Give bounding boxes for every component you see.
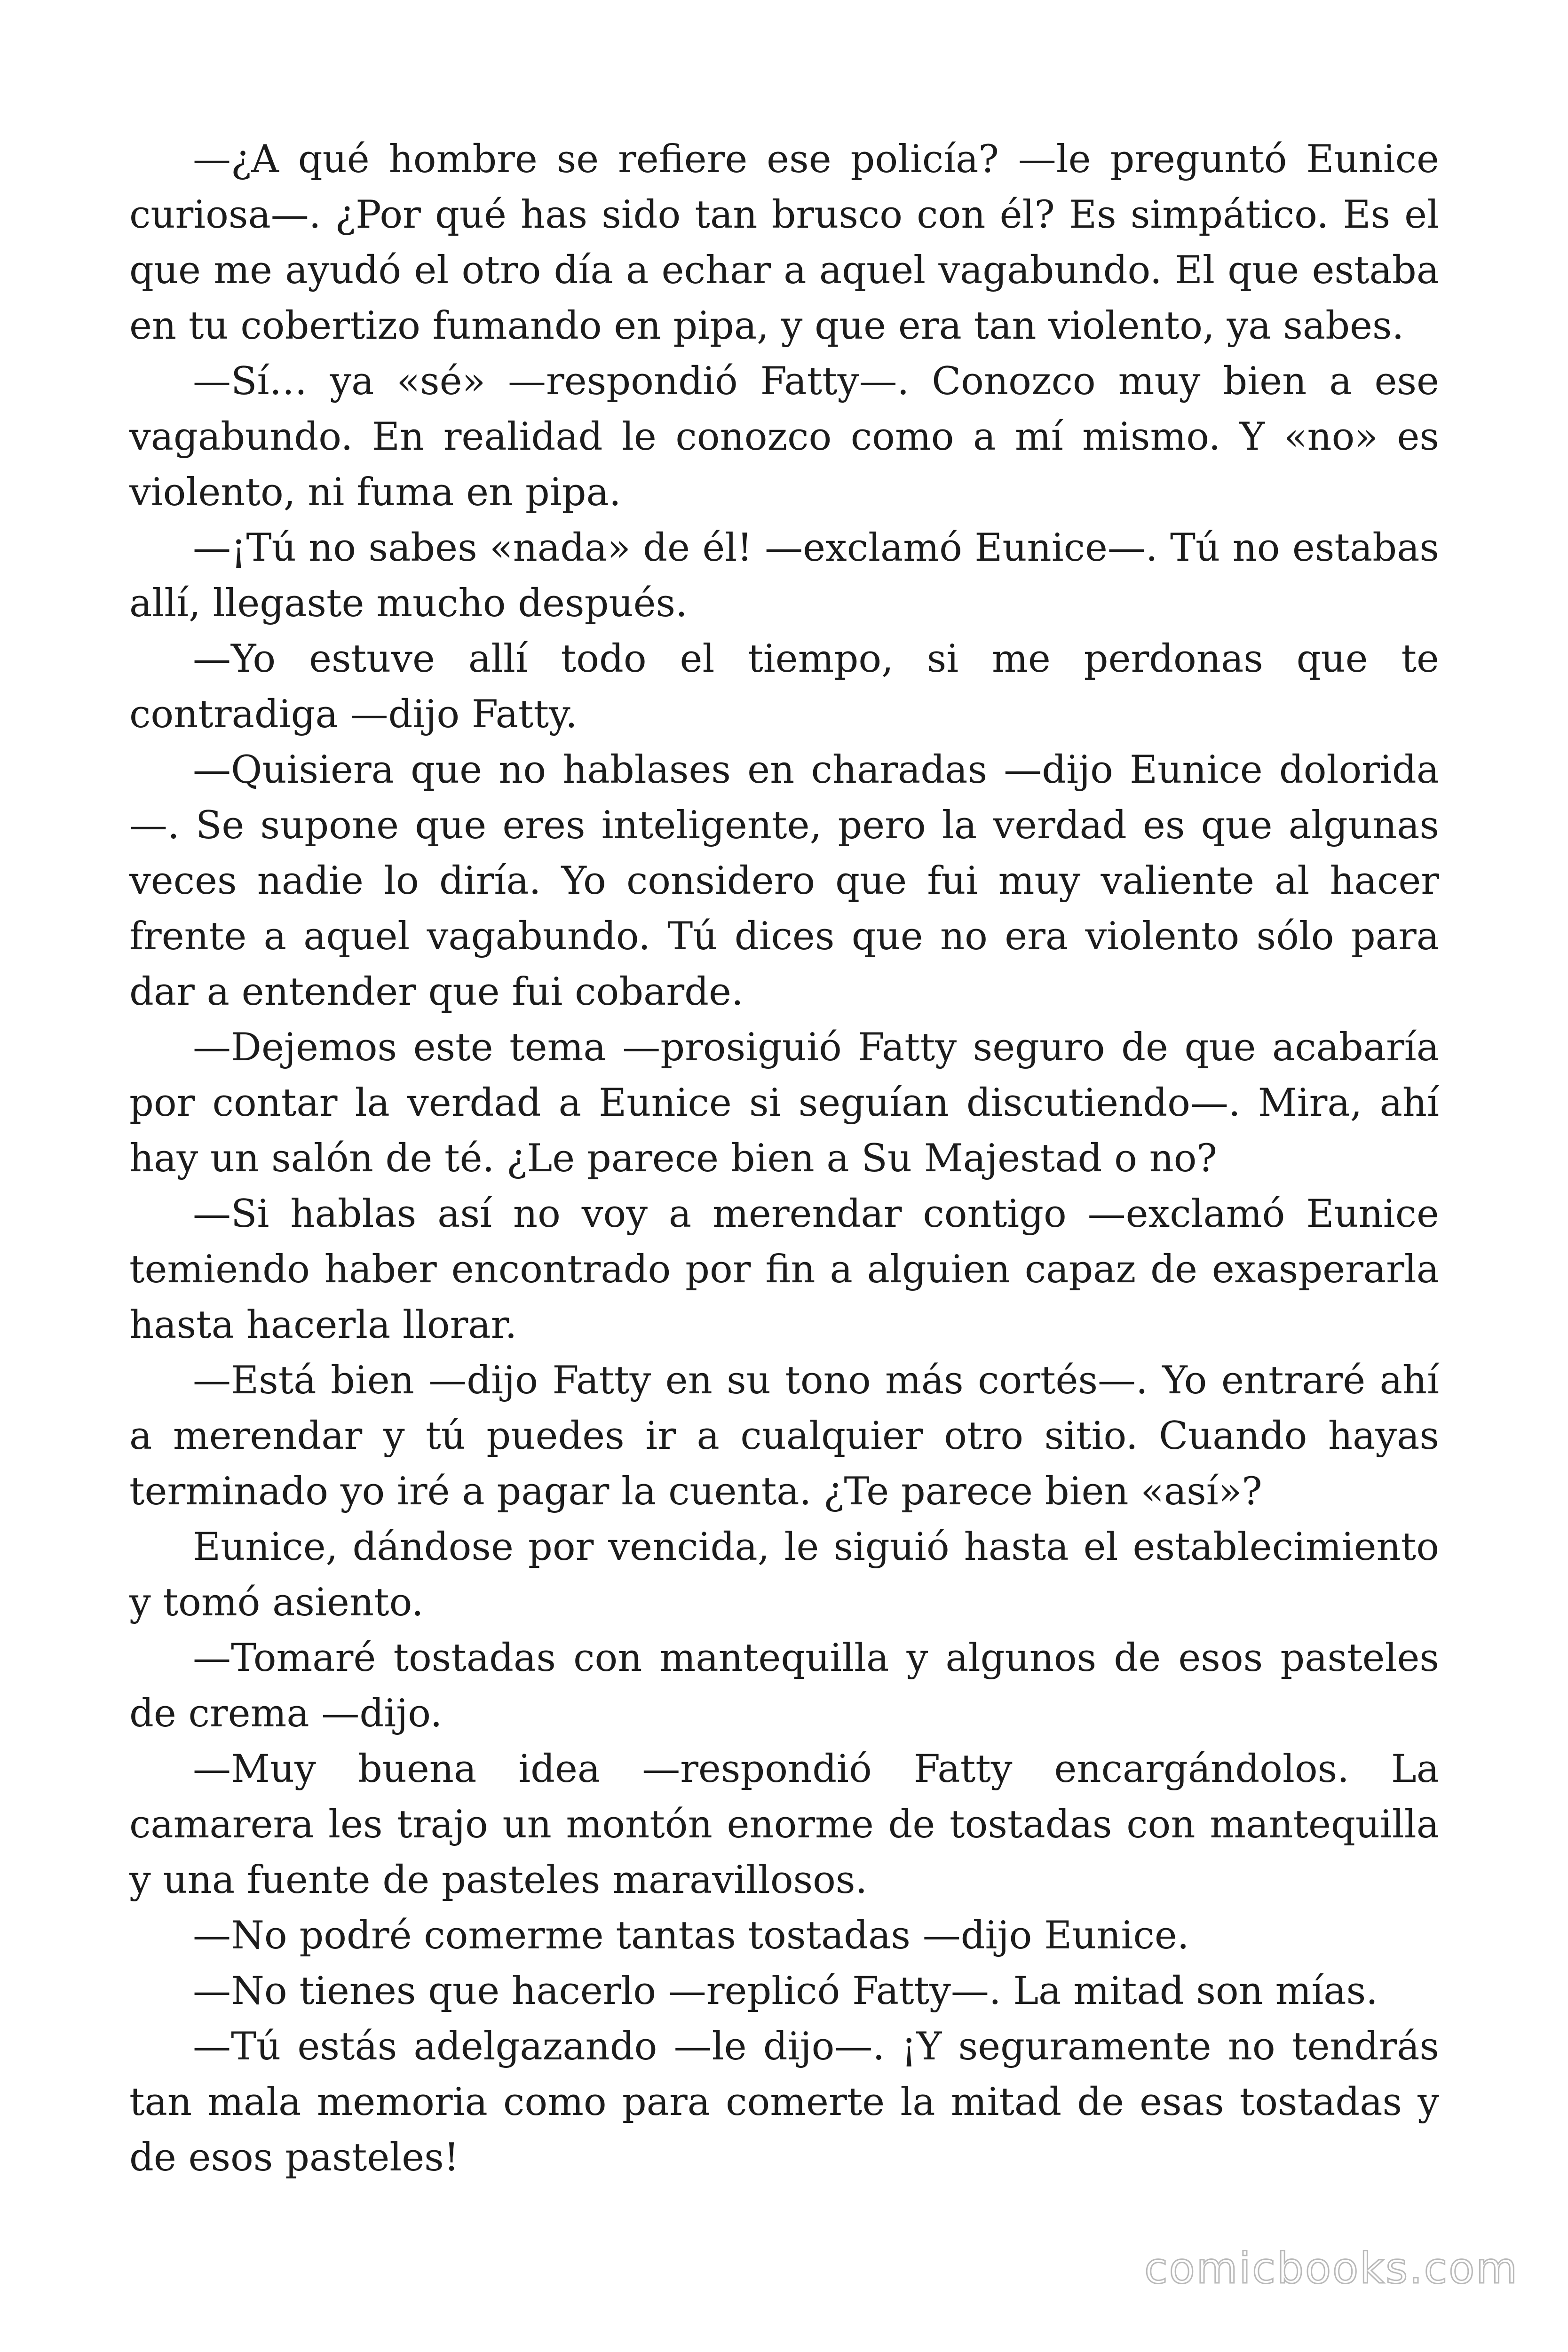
paragraph: —No podré comerme tantas tostadas —dijo Eunice. bbox=[193, 1914, 1189, 1958]
book-page-text bbox=[129, 132, 1439, 2185]
paragraph: —Muy buena idea —respondió Fatty encargándolos. La camarera les trajo un montón enorme de tostadas con mantequilla y una fuente de pasteles maravillosos. bbox=[129, 1747, 1439, 1902]
paragraph: —No tienes que hacerlo —replicó Fatty—. La mitad son mías. bbox=[193, 1969, 1378, 2013]
paragraph: —¿A qué hombre se refiere ese policía? —le preguntó Eunice curiosa—. ¿Por qué has sido tan brusco con él? Es simpático. Es el que me ayudó el otro día a echar a aquel vagabundo. El que estaba en tu cobertizo fumando en pipa, y que era tan violento, ya sabes. bbox=[129, 137, 1439, 348]
paragraph: Eunice, dándose por vencida, le siguió hasta el establecimiento y tomó asiento. bbox=[129, 1525, 1439, 1625]
paragraph: —Tú estás adelgazando —le dijo—. ¡Y seguramente no tendrás tan mala memoria como para comerte la mitad de esas tostadas y de esos pasteles! bbox=[129, 2025, 1439, 2180]
paragraph: —Dejemos este tema —prosiguió Fatty seguro de que acabaría por contar la verdad a Eunice si seguían discutiendo—. Mira, ahí hay un salón de té. ¿Le parece bien a Su Majestad o no? bbox=[129, 1025, 1439, 1181]
paragraph: —Sí… ya «sé» —respondió Fatty—. Conozco muy bien a ese vagabundo. En realidad le conozco como a mí mismo. Y «no» es violento, ni fuma en pipa. bbox=[129, 359, 1439, 515]
watermark: comicbooks.com bbox=[1144, 2244, 1519, 2293]
paragraph: —¡Tú no sabes «nada» de él! —exclamó Eunice—. Tú no estabas allí, llegaste mucho después. bbox=[129, 526, 1439, 626]
paragraph: —Está bien —dijo Fatty en su tono más cortés—. Yo entraré ahí a merendar y tú puedes ir a cualquier otro sitio. Cuando hayas terminado yo iré a pagar la cuenta. ¿Te parece bien «así»? bbox=[129, 1359, 1439, 1514]
paragraph: —Quisiera que no hablases en charadas —dijo Eunice dolorida —. Se supone que eres inteligente, pero la verdad es que algunas veces nadie lo diría. Yo considero que fui muy valiente al hacer frente a aquel vagabundo. Tú dices que no era violento sólo para dar a entender que fui cobarde. bbox=[129, 748, 1439, 1014]
paragraph: —Tomaré tostadas con mantequilla y algunos de esos pasteles de crema —dijo. bbox=[129, 1636, 1439, 1736]
paragraph: —Si hablas así no voy a merendar contigo —exclamó Eunice temiendo haber encontrado por fin a alguien capaz de exasperarla hasta hacerla llorar. bbox=[129, 1192, 1439, 1347]
paragraph: —Yo estuve allí todo el tiempo, si me perdonas que te contradiga —dijo Fatty. bbox=[129, 637, 1439, 737]
